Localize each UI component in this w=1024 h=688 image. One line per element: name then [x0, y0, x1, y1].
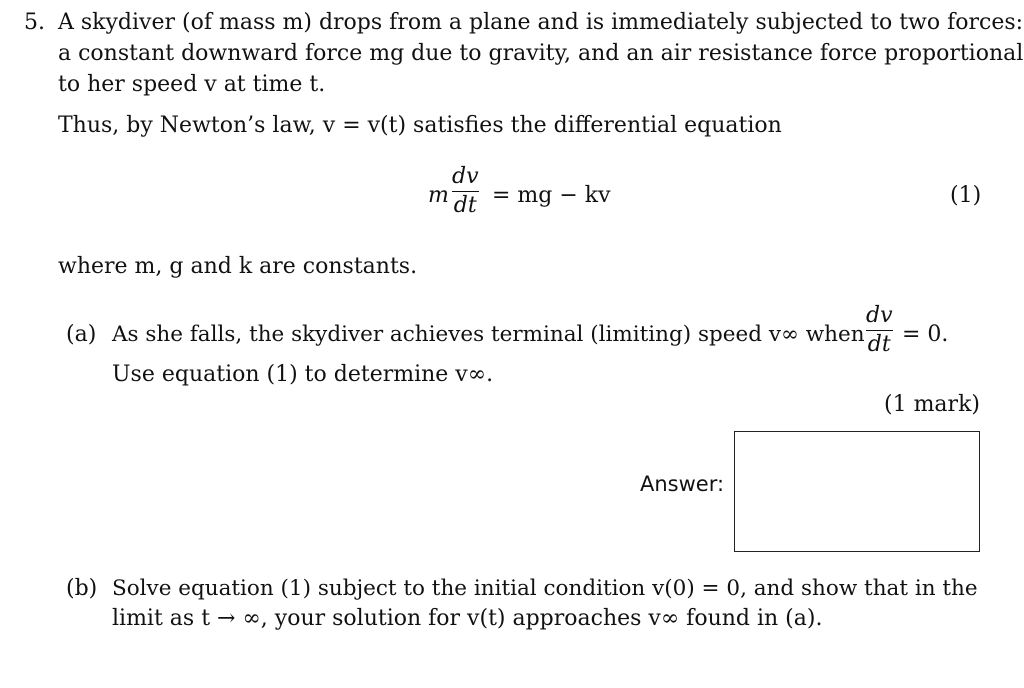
fraction-denominator: dt	[867, 332, 891, 357]
equation-derivative-fraction	[452, 165, 479, 218]
part-b-label: (b)	[66, 576, 98, 601]
part-a-label: (a)	[66, 322, 97, 347]
part-b-line-1: Solve equation (1) subject to the initial condition v(0) = 0, and show that in the	[112, 576, 978, 601]
equation-label: (1)	[950, 183, 982, 208]
equation-lhs-coefficient: m	[428, 183, 449, 208]
fraction-bar	[866, 330, 893, 331]
fraction-numerator: dv	[866, 303, 893, 328]
part-a-line-2: Use equation (1) to determine v∞.	[112, 362, 494, 387]
marks-label: (1 mark)	[884, 392, 980, 417]
equation-rhs: = mg − kv	[492, 183, 611, 208]
part-a-fraction-rhs: = 0.	[902, 322, 949, 347]
part-a-line-1: As she falls, the skydiver achieves terminal (limiting) speed v∞ when	[112, 322, 865, 347]
answer-box[interactable]	[734, 431, 980, 552]
constants-line: where m, g and k are constants.	[58, 254, 418, 279]
fraction-numerator: dv	[452, 164, 479, 189]
newton-line: Thus, by Newton’s law, v = v(t) satisfies the differential equation	[58, 113, 782, 138]
intro-line-2: a constant downward force mg due to gravity, and an air resistance force proportional	[58, 41, 1024, 66]
question-number: 5.	[24, 10, 45, 35]
intro-line-3: to her speed v at time t.	[58, 72, 326, 97]
fraction-bar	[452, 191, 479, 192]
part-a-derivative-fraction	[866, 304, 893, 357]
fraction-denominator: dt	[453, 193, 477, 218]
intro-line-1: A skydiver (of mass m) drops from a plane and is immediately subjected to two forces:	[58, 10, 1024, 35]
answer-label: Answer:	[640, 472, 725, 496]
part-b-line-2: limit as t → ∞, your solution for v(t) approaches v∞ found in (a).	[112, 606, 823, 631]
